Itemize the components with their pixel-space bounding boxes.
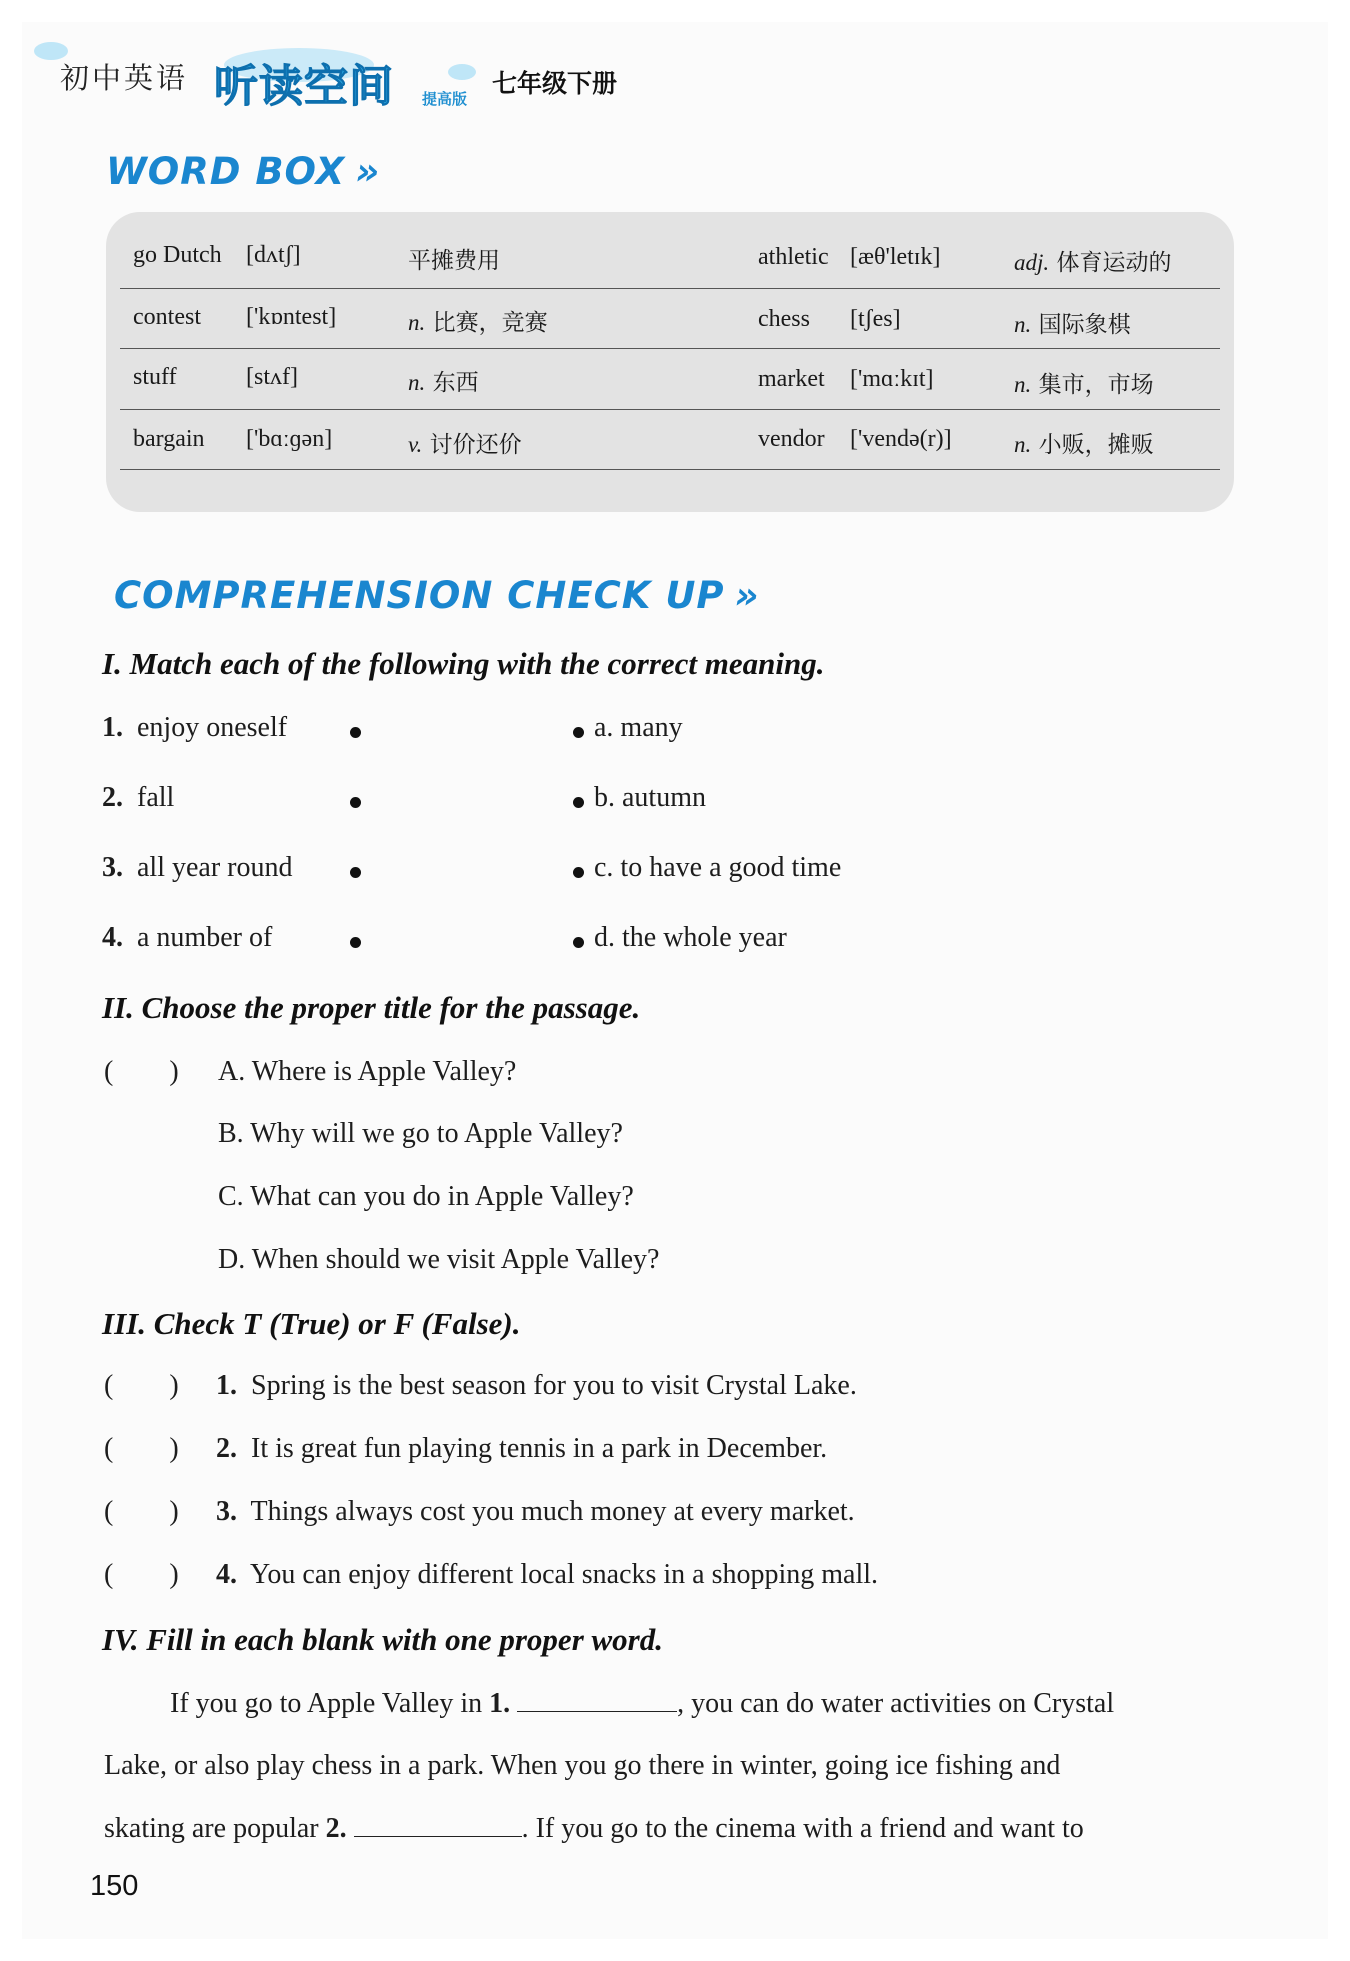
vocab-phonetic: ['kɒntest]: [246, 304, 337, 330]
vocab-meaning: [408, 426, 522, 459]
row-divider: [120, 469, 1220, 470]
vocab-meaning: 平摊费用: [408, 248, 500, 274]
vocab-meaning: [1014, 306, 1131, 339]
title-option: D. When should we visit Apple Valley?: [218, 1244, 660, 1275]
word-box-title-text: WORD BOX: [106, 150, 346, 193]
comprehension-title: [114, 574, 760, 617]
answer-bracket[interactable]: ( ): [104, 1056, 179, 1087]
answer-bracket[interactable]: ( ): [104, 1559, 179, 1590]
cloud-decoration: [448, 64, 476, 80]
title-option: A. Where is Apple Valley?: [218, 1056, 517, 1087]
row-divider: [120, 348, 1220, 349]
meaning-text: 体育运动的: [1056, 250, 1172, 276]
vocab-meaning: [1014, 426, 1154, 459]
match-dot-left[interactable]: [350, 937, 361, 948]
part4-heading: IV. Fill in each blank with one proper word.: [102, 1622, 663, 1657]
double-chevron-icon: »: [355, 150, 381, 193]
meaning-text: 讨价还价: [429, 432, 522, 458]
meaning-text: 国际象棋: [1038, 312, 1131, 338]
vocab-meaning: [1014, 366, 1154, 399]
row-divider: [120, 409, 1220, 410]
match-dot-left[interactable]: [350, 797, 361, 808]
tf-statement: 2. It is great fun playing tennis in a park in December.: [216, 1433, 828, 1464]
vocab-phonetic: [tʃes]: [850, 306, 901, 332]
title-option: B. Why will we go to Apple Valley?: [218, 1118, 623, 1149]
meaning-text: 小贩，摊贩: [1038, 432, 1154, 458]
vocab-word: stuff: [133, 364, 177, 390]
tf-statement: 3. Things always cost you much money at every market.: [216, 1496, 855, 1527]
match-left-item: 3. all year round: [102, 852, 293, 883]
vocab-word: go Dutch: [133, 242, 222, 268]
match-dot-left[interactable]: [350, 867, 361, 878]
page-number: 150: [90, 1870, 139, 1902]
vocab-meaning: [1014, 244, 1171, 277]
vocab-phonetic: [æθ'letɪk]: [850, 244, 941, 270]
match-right-item: a. many: [594, 712, 683, 743]
vocab-word: chess: [758, 306, 810, 332]
edition-label: 提高版: [422, 90, 468, 108]
passage-line: If you go to Apple Valley in 1. , you can do water activities on Crystal: [170, 1688, 1115, 1719]
vocab-phonetic: [stʌf]: [246, 364, 298, 390]
answer-bracket[interactable]: ( ): [104, 1433, 179, 1464]
part3-heading: III. Check T (True) or F (False).: [102, 1306, 521, 1341]
answer-bracket[interactable]: ( ): [104, 1496, 179, 1527]
passage-line: Lake, or also play chess in a park. When you go there in winter, going ice fishing and: [104, 1750, 1061, 1781]
vocab-phonetic: ['bɑːɡən]: [246, 426, 333, 452]
answer-bracket[interactable]: ( ): [104, 1370, 179, 1401]
part-of-speech: adj.: [1014, 250, 1050, 275]
series-title: 初中英语: [60, 61, 189, 95]
vocab-meaning: [408, 364, 479, 397]
vocab-word: vendor: [758, 426, 825, 452]
word-box-title: [106, 150, 380, 193]
part-of-speech: n.: [408, 370, 426, 395]
vocab-phonetic: ['mɑːkɪt]: [850, 366, 934, 392]
word-box: [106, 212, 1234, 512]
fill-blank[interactable]: [354, 1836, 522, 1837]
part1-heading: I. Match each of the following with the correct meaning.: [102, 646, 825, 681]
meaning-text: 东西: [432, 370, 479, 396]
match-left-item: 1. enjoy oneself: [102, 712, 288, 743]
fill-blank[interactable]: [517, 1711, 677, 1712]
passage-line: skating are popular 2. . If you go to the cinema with a friend and want to: [104, 1813, 1084, 1844]
meaning-text: 比赛，竞赛: [432, 310, 548, 336]
title-option: C. What can you do in Apple Valley?: [218, 1181, 634, 1212]
match-dot-right[interactable]: [573, 937, 584, 948]
part-of-speech: n.: [408, 310, 426, 335]
part-of-speech: n.: [1014, 312, 1032, 337]
grade-label: 七年级下册: [492, 69, 618, 98]
match-right-item: d. the whole year: [594, 922, 787, 953]
part-of-speech: n.: [1014, 432, 1032, 457]
vocab-word: contest: [133, 304, 201, 330]
vocab-word: market: [758, 366, 825, 392]
row-divider: [120, 288, 1220, 289]
match-right-item: b. autumn: [594, 782, 706, 813]
double-chevron-icon: »: [734, 574, 760, 617]
match-dot-right[interactable]: [573, 867, 584, 878]
brand-title: 听读空间: [214, 61, 394, 112]
part2-heading: II. Choose the proper title for the passage.: [102, 990, 641, 1025]
meaning-text: 集市，市场: [1038, 372, 1154, 398]
comprehension-title-text: COMPREHENSION CHECK UP: [114, 574, 725, 617]
match-left-item: 4. a number of: [102, 922, 273, 953]
vocab-phonetic: ['vendə(r)]: [850, 426, 952, 452]
vocab-meaning: [408, 304, 548, 337]
part-of-speech: n.: [1014, 372, 1032, 397]
part-of-speech: v.: [408, 432, 423, 457]
vocab-word: bargain: [133, 426, 205, 452]
vocab-word: athletic: [758, 244, 829, 270]
tf-statement: 1. Spring is the best season for you to visit Crystal Lake.: [216, 1370, 857, 1401]
vocab-phonetic: [dʌtʃ]: [246, 242, 301, 268]
match-dot-left[interactable]: [350, 727, 361, 738]
tf-statement: 4. You can enjoy different local snacks in a shopping mall.: [216, 1559, 879, 1590]
match-dot-right[interactable]: [573, 797, 584, 808]
match-dot-right[interactable]: [573, 727, 584, 738]
match-left-item: 2. fall: [102, 782, 175, 813]
match-right-item: c. to have a good time: [594, 852, 842, 883]
